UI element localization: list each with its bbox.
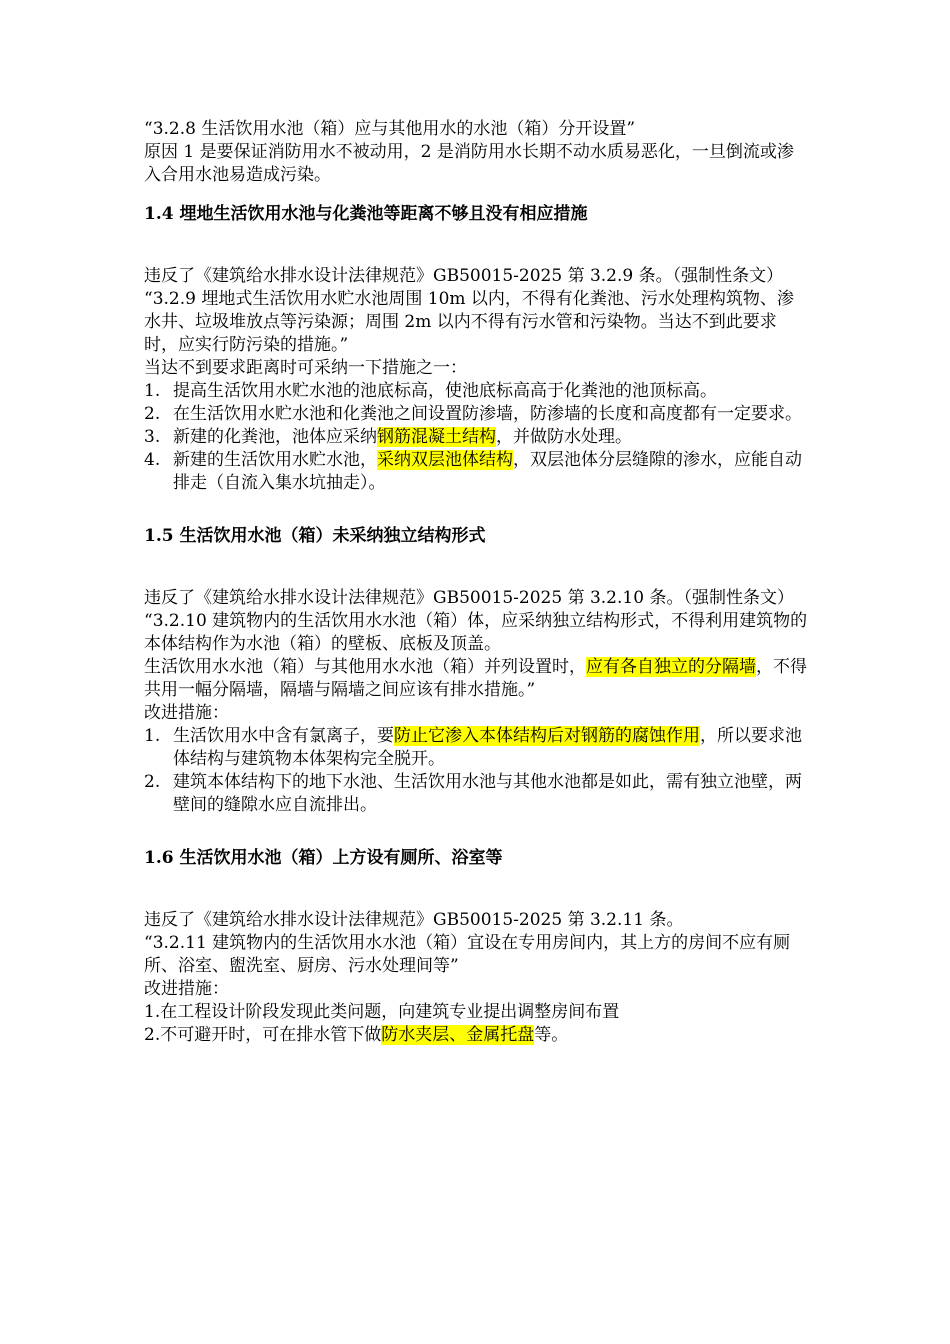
section-1-6-measure-2: 2.不可避开时，可在排水管下做防水夹层、金属托盘等。 [144, 1025, 569, 1045]
list-number: 2. [144, 772, 161, 792]
list-number: 2. [144, 404, 161, 424]
list-text: 新建的化粪池，池体应采纳钢筋混凝土结构，并做防水处理。 [173, 427, 632, 447]
clause-3-2-8-reason: 原因 1 是要保证消防用水不被动用，2 是消防用水长期不动水质易恶化，一旦倒流或渗入合用水池易造成污染。 [144, 142, 794, 185]
highlighted-text: 应有各自独立的分隔墙 [586, 657, 756, 677]
section-1-4-quote: “3.2.9 埋地式生活饮用水贮水池周围 10m 以内，不得有化粪池、污水处理构筑物、渗水井、垃圾堆放点等污染源；周围 2m 以内不得有污水管和污染物。当达不到此要求时，应实行防污染的措施。” [144, 289, 794, 355]
clause-3-2-8-quote: “3.2.8 生活饮用水池（箱）应与其他用水的水池（箱）分开设置” [144, 119, 636, 139]
section-1-4-list [144, 380, 808, 495]
list-item [144, 380, 808, 403]
highlighted-text: 钢筋混凝土结构 [377, 427, 496, 447]
section-1-5-violation: 违反了《建筑给水排水设计法律规范》GB50015-2025 第 3.2.10 条。（强制性条文） [144, 588, 794, 608]
highlighted-text: 防水夹层、金属托盘 [381, 1025, 535, 1045]
list-text: 新建的生活饮用水贮水池，采纳双层池体结构，双层池体分层缝隙的渗水，应能自动排走（自流入集水坑抽走）。 [173, 450, 802, 493]
list-item [144, 426, 808, 449]
list-item [144, 725, 808, 771]
list-item [144, 449, 808, 495]
document-page [144, 118, 808, 1047]
list-number: 4. [144, 450, 161, 470]
section-1-6-violation: 违反了《建筑给水排水设计法律规范》GB50015-2025 第 3.2.11 条。 [144, 910, 684, 930]
list-text: 建筑本体结构下的地下水池、生活饮用水池与其他水池都是如此，需有独立池壁，两壁间的缝隙水应自流排出。 [173, 772, 802, 815]
list-item [144, 403, 808, 426]
list-text: 在生活饮用水贮水池和化粪池之间设置防渗墙，防渗墙的长度和高度都有一定要求。 [173, 404, 802, 424]
section-1-5-list [144, 725, 808, 817]
section-1-5-heading: 1.5 生活饮用水池（箱）未采纳独立结构形式 [144, 526, 486, 546]
highlighted-text: 防止它渗入本体结构后对钢筋的腐蚀作用 [394, 726, 700, 746]
list-number: 1. [144, 381, 161, 401]
section-1-5-note: 生活饮用水水池（箱）与其他用水水池（箱）并列设置时，应有各自独立的分隔墙，不得共用一幅分隔墙，隔墙与隔墙之间应该有排水措施。” [144, 657, 807, 700]
section-1-4-heading: 1.4 埋地生活饮用水池与化粪池等距离不够且没有相应措施 [144, 204, 588, 224]
section-1-4-violation: 违反了《建筑给水排水设计法律规范》GB50015-2025 第 3.2.9 条。（强制性条文） [144, 266, 784, 286]
section-1-6-quote: “3.2.11 建筑物内的生活饮用水水池（箱）宜设在专用房间内，其上方的房间不应有厕所、浴室、盥洗室、厨房、污水处理间等” [144, 933, 791, 976]
section-1-4-intro: 当达不到要求距离时可采纳一下措施之一： [144, 358, 467, 378]
list-number: 1. [144, 726, 161, 746]
list-text: 生活饮用水中含有氯离子，要防止它渗入本体结构后对钢筋的腐蚀作用，所以要求池体结构与建筑物本体架构完全脱开。 [173, 726, 802, 769]
list-text: 提高生活饮用水贮水池的池底标高，使池底标高高于化粪池的池顶标高。 [173, 381, 717, 401]
highlighted-text: 采纳双层池体结构 [377, 450, 513, 470]
section-1-6-heading: 1.6 生活饮用水池（箱）上方设有厕所、浴室等 [144, 848, 503, 868]
section-1-5-quote: “3.2.10 建筑物内的生活饮用水水池（箱）体，应采纳独立结构形式，不得利用建筑物的本体结构作为水池（箱）的壁板、底板及顶盖。 [144, 611, 808, 654]
list-number: 3. [144, 427, 161, 447]
section-1-5-measures-label: 改进措施： [144, 703, 229, 723]
section-1-6-measure-1: 1.在工程设计阶段发现此类问题，向建筑专业提出调整房间布置 [144, 1002, 620, 1022]
section-1-6-measures-label: 改进措施： [144, 979, 229, 999]
list-item [144, 771, 808, 817]
